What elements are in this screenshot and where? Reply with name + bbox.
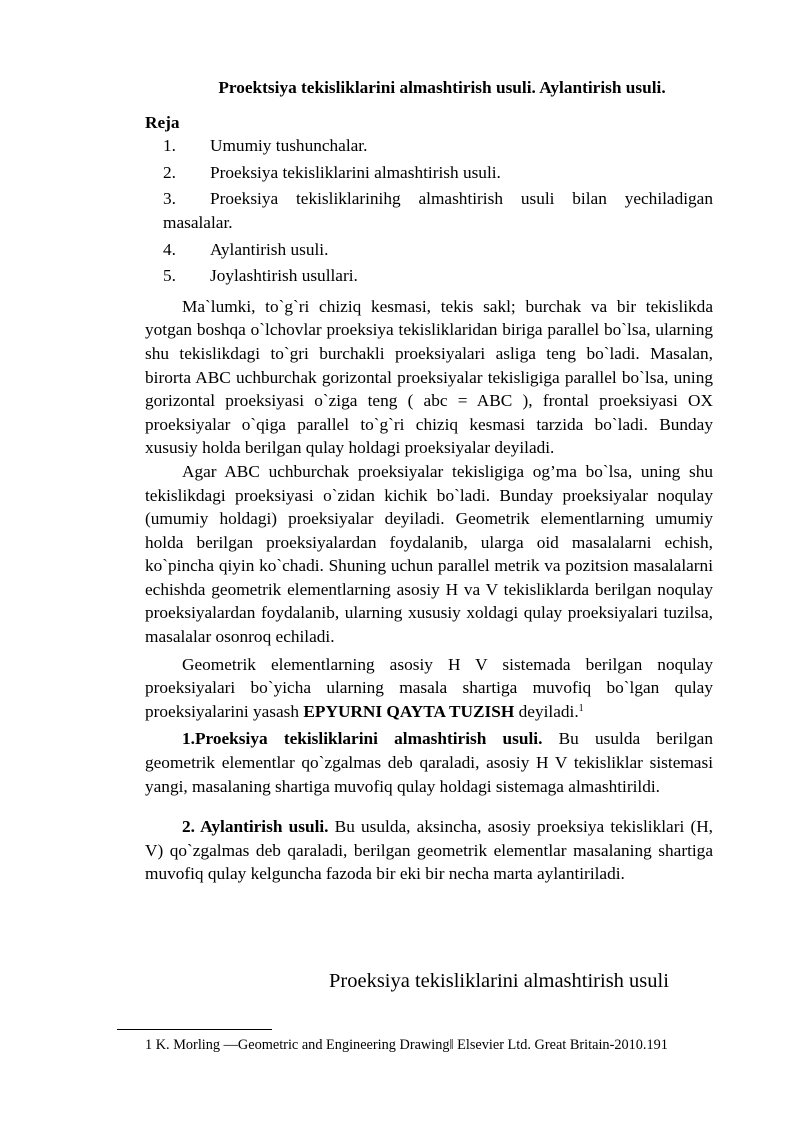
plan-item-number: 1. (163, 136, 176, 156)
paragraph-epyur (145, 653, 713, 724)
paragraph-text: Geometrik elementlarning asosiy H V sistemada berilgan noqulay proeksiyalari bo`yicha ularning masala shartiga muvofiq bo`lgan qulay proeksiyalarini yasash (145, 654, 713, 721)
plan-item-number: 2. (163, 162, 176, 182)
section-heading: 2. Aylantirish usuli. (182, 817, 329, 837)
plan-item (145, 187, 713, 234)
footnote-divider (117, 1029, 272, 1030)
plan-item-text: Joylashtirish usullari. (210, 266, 358, 286)
footnote: 1 K. Morling ―Geometric and Engineering Drawing‖ Elsevier Ltd. Great Britain-2010.191 (145, 1037, 668, 1053)
document-body (145, 76, 713, 886)
plan-item (145, 161, 713, 185)
plan-item-number: 4. (163, 239, 176, 259)
paragraph-text: deyiladi. (514, 701, 579, 721)
section-replacement (145, 727, 713, 798)
section-heading: 1.Proeksiya tekisliklarini almashtirish usuli. (182, 729, 543, 749)
plan-item-number: 5. (163, 266, 176, 286)
plan-item-text: Aylantirish usuli. (210, 239, 329, 259)
paragraph-intro: Ma`lumki, to`g`ri chiziq kesmasi, tekis sakl; burchak va bir tekislikda yotgan boshqa o`lchovlar proeksiya tekisliklaridan biriga parallel bo`lsa, ularning shu tekislikdagi to`gri burchakli proeksiyalari asliga teng bo`ladi. Masalan, birorta ABC uchburchak gorizontal proeksiyalar tekisligiga parallel bo`lsa, uning gorizontal proeksiyasi o`ziga teng ( abc = ABC ), frontal proeksiyasi OX proeksiyalar o`qiga parallel to`g`ri chiziq kesmasi tarzida bo`ladi. Bunday xususiy holda berilgan qulay holdagi proeksiyalar deyiladi. (145, 296, 713, 458)
plan-item-text: Proeksiya tekisliklarini almashtirish usuli. (210, 162, 501, 182)
plan-item-number: 3. (163, 189, 176, 209)
plan-item-text: Umumiy tushunchalar. (210, 136, 368, 156)
section-text: Bu usulda, aksincha, asosiy proeksiya tekisliklari (H, V) qo`zgalmas deb qaraladi, berilgan geometrik elementlar masalaning shartiga muvofiq qulay kelguncha fazoda bir eki bir necha marta aylantiriladi. (145, 817, 713, 884)
term-bold: EPYURNI QAYTA TUZISH (303, 701, 515, 721)
plan-list (145, 134, 713, 288)
plan-item (145, 238, 713, 262)
plan-item-text: Proeksiya tekisliklarinihg almashtirish usuli bilan yechiladigan masalalar. (163, 189, 713, 232)
plan-heading: Reja (145, 112, 180, 132)
plan-item (145, 264, 713, 288)
document-title: Proektsiya tekisliklarini almashtirish usuli. Aylantirish usuli. (218, 78, 666, 97)
paragraph-oblique: Agar ABC uchburchak proeksiyalar tekisligiga og’ma bo`lsa, uning shu tekislikdagi proeksiyasi o`zidan kichik bo`ladi. Bunday proeksiyalar noqulay (umumiy holdagi) proeksiyalar deyiladi. Geometrik elementlarning umumiy holda berilgan proeksiyalardan foydalanib, ularga oid masalalarni echish, ko`pincha qiyin ko`chadi. Shuning uchun parallel metrik va pozitsion masalalarni echishda geometrik elementlarning asosiy H va V tekisliklarda berilgan noqulay proeksiyalardan foydalanib, ularning xususiy xoldagi qulay proeksiyalari tuzilsa, masalalar osonroq echiladi. (145, 461, 713, 647)
section-subheading: Proeksiya tekisliklarini almashtirish usuli (329, 970, 669, 992)
section-rotation (145, 815, 713, 886)
plan-item (145, 134, 713, 158)
footnote-ref: 1 (578, 702, 584, 714)
section-text: Bu usulda berilgan geometrik elementlar qo`zgalmas deb qaraladi, asosiy H V tekisliklar sistemasi yangi, masalaning shartiga muvofiq qulay holdagi sistemaga almashtirildi. (145, 729, 713, 796)
